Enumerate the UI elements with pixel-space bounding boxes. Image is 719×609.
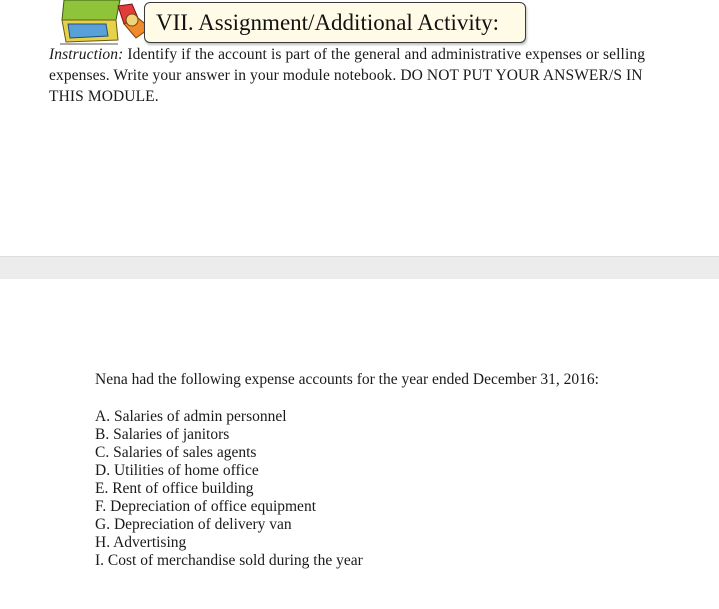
instruction-text: Identify if the account is part of the general and administrative expenses or selling expenses. Write your answer in your module notebook. DO NOT PUT YOUR ANSWER/S IN THIS MODULE.: [49, 46, 646, 105]
expense-account-list: [95, 408, 595, 570]
section-title: VII. Assignment/Additional Activity:: [156, 10, 500, 35]
page-separator: [0, 256, 719, 280]
list-item: H. Advertising: [95, 534, 187, 551]
instruction-label: Instruction:: [49, 46, 124, 63]
problem-intro: [49, 371, 649, 389]
list-item: G. Depreciation of delivery van: [95, 516, 292, 533]
list-item: E. Rent of office building: [95, 480, 254, 497]
instruction-paragraph: [49, 44, 649, 107]
list-item: C. Salaries of sales agents: [95, 444, 257, 461]
list-item: B. Salaries of janitors: [95, 426, 230, 443]
section-title-box: [144, 2, 526, 43]
books-graphic-icon: [58, 0, 154, 46]
list-item: A. Salaries of admin personnel: [95, 408, 287, 425]
list-item: F. Depreciation of office equipment: [95, 498, 316, 515]
problem-intro-text: Nena had the following expense accounts for the year ended December 31, 2016:: [95, 371, 599, 388]
list-item: I. Cost of merchandise sold during the year: [95, 552, 363, 569]
list-item: D. Utilities of home office: [95, 462, 259, 479]
document-page-top: [0, 0, 719, 256]
